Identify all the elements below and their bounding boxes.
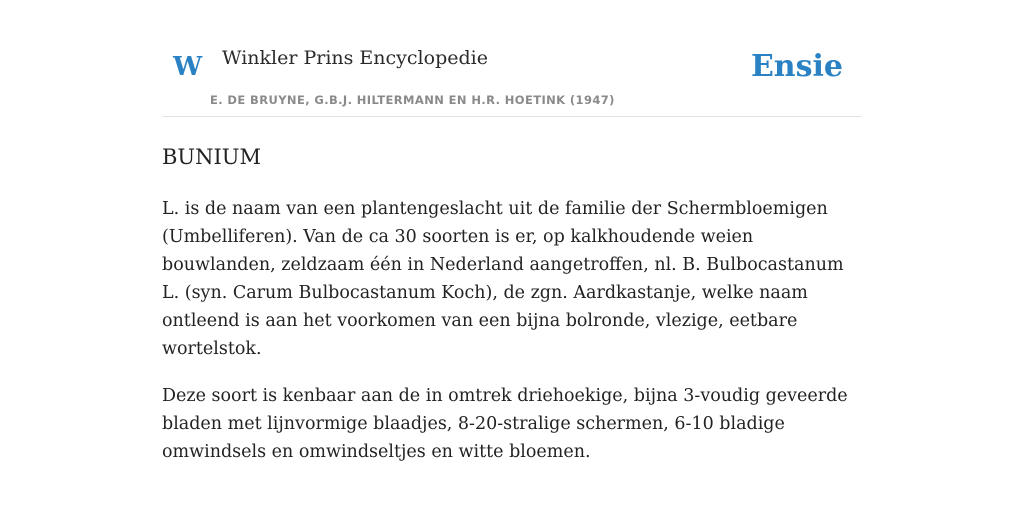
article-paragraph-2: Deze soort is kenbaar aan de in omtrek driehoekige, bijna 3-voudig geveerde bladen met lijnvormige blaadjes, 8-20-stralige schermen, 6-10 bladige omwindsels en omwindseltjes en witte bloemen. xyxy=(162,386,848,463)
winkler-prins-logo[interactable]: W xyxy=(173,52,203,82)
article-paragraph-1: L. is de naam van een plantengeslacht uit de familie der Schermbloemigen (Umbelliferen). Van de ca 30 soorten is er, op kalkhoudende weien bouwlanden, zeldzaam één in Nederland aangetroffen, nl. B. Bulbocastanum L. (syn. Carum Bulbocastanum Koch), de zgn. Aardkastanje, welke naam ontleend is aan het voorkomen van een bijna bolronde, vlezige, eetbare wortelstok. xyxy=(162,199,844,360)
ensie-logo-link[interactable]: Ensie xyxy=(750,49,843,84)
article-headword: BUNIUM xyxy=(162,145,262,169)
encyclopedia-title[interactable]: Winkler Prins Encyclopedie xyxy=(222,47,488,69)
page xyxy=(162,0,862,466)
header xyxy=(162,0,862,117)
authors-line: E. DE BRUYNE, G.B.J. HILTERMANN EN H.R. HOETINK (1947) xyxy=(210,93,615,107)
